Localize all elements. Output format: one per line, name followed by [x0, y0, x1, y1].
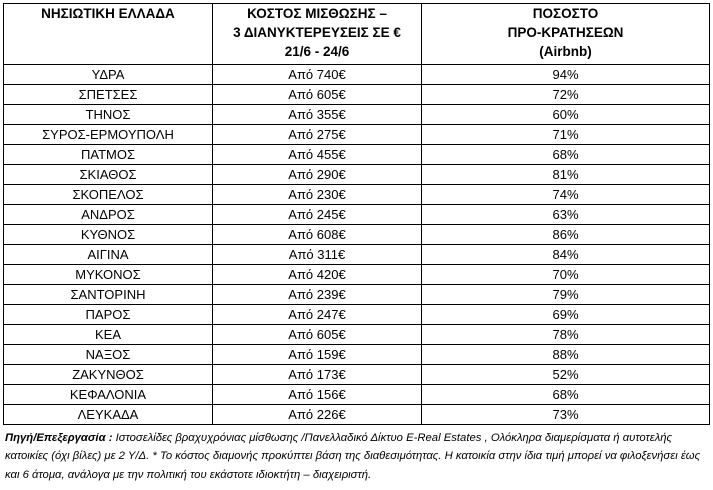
island-cell: ΚΕΑ — [4, 325, 213, 345]
cost-cell: Από 173€ — [213, 365, 422, 385]
island-cell: ΣΠΕΤΣΕΣ — [4, 85, 213, 105]
island-cell: ΑΙΓΙΝΑ — [4, 245, 213, 265]
header-cost — [213, 4, 422, 65]
table-row — [4, 285, 710, 305]
island-cell: ΖΑΚΥΝΘΟΣ — [4, 365, 213, 385]
table-row — [4, 185, 710, 205]
document — [3, 3, 709, 484]
cost-cell: Από 226€ — [213, 405, 422, 425]
percent-cell: 73% — [422, 405, 710, 425]
table-row — [4, 85, 710, 105]
table-header-row — [4, 4, 710, 65]
percent-cell: 70% — [422, 265, 710, 285]
island-cell: ΣΚΟΠΕΛΟΣ — [4, 185, 213, 205]
table-row — [4, 385, 710, 405]
table-row — [4, 165, 710, 185]
islands-table — [3, 3, 710, 425]
cost-cell: Από 740€ — [213, 65, 422, 85]
island-cell: ΝΑΞΟΣ — [4, 345, 213, 365]
cost-cell: Από 247€ — [213, 305, 422, 325]
island-cell: ΠΑΤΜΟΣ — [4, 145, 213, 165]
table-row — [4, 345, 710, 365]
percent-cell: 68% — [422, 385, 710, 405]
table-row — [4, 65, 710, 85]
table-row — [4, 405, 710, 425]
cost-cell: Από 156€ — [213, 385, 422, 405]
cost-cell: Από 608€ — [213, 225, 422, 245]
percent-cell: 60% — [422, 105, 710, 125]
source-note — [3, 429, 709, 484]
header-island — [4, 4, 213, 65]
cost-cell: Από 605€ — [213, 325, 422, 345]
island-cell: ΣΑΝΤΟΡΙΝΗ — [4, 285, 213, 305]
percent-cell: 71% — [422, 125, 710, 145]
island-cell: ΚΕΦΑΛΟΝΙΑ — [4, 385, 213, 405]
header-cost-line-1: ΚΟΣΤΟΣ ΜΙΣΘΩΣΗΣ – — [247, 6, 387, 21]
cost-cell: Από 455€ — [213, 145, 422, 165]
island-cell: ΑΝΔΡΟΣ — [4, 205, 213, 225]
cost-cell: Από 355€ — [213, 105, 422, 125]
percent-cell: 69% — [422, 305, 710, 325]
percent-cell: 72% — [422, 85, 710, 105]
cost-cell: Από 290€ — [213, 165, 422, 185]
percent-cell: 88% — [422, 345, 710, 365]
header-cost-line-2: 3 ΔΙΑΝΥΚΤΕΡΕΥΣΕΙΣ ΣΕ € — [233, 25, 401, 40]
percent-cell: 81% — [422, 165, 710, 185]
percent-cell: 52% — [422, 365, 710, 385]
table-row — [4, 365, 710, 385]
header-percent-line-3: (Airbnb) — [539, 44, 592, 59]
table-row — [4, 125, 710, 145]
island-cell: ΥΔΡΑ — [4, 65, 213, 85]
cost-cell: Από 159€ — [213, 345, 422, 365]
cost-cell: Από 275€ — [213, 125, 422, 145]
source-note-label: Πηγή/Επεξεργασία : — [5, 432, 113, 444]
cost-cell: Από 239€ — [213, 285, 422, 305]
percent-cell: 79% — [422, 285, 710, 305]
percent-cell: 78% — [422, 325, 710, 345]
percent-cell: 63% — [422, 205, 710, 225]
percent-cell: 84% — [422, 245, 710, 265]
island-cell: ΠΑΡΟΣ — [4, 305, 213, 325]
header-island-label: ΝΗΣΙΩΤΙΚΗ ΕΛΛΑΔΑ — [41, 6, 175, 21]
island-cell: ΣΚΙΑΘΟΣ — [4, 165, 213, 185]
source-note-text: Ιστοσελίδες βραχυχρόνιας μίσθωσης /Πανελλαδικό Δίκτυο E-Real Estates , Ολόκληρα διαμερίσματα ή αυτοτελής κατοικίες (όχι βίλες) με 2 Υ/Δ. * Το κόστος διαμονής προκύπτει βάση της διαθεσιμότητας. Η κατοικία στην ίδια τιμή μπορεί να φιλοξενήσει έως και 6 άτομα, ανάλογα με την πολιτική του εκάστοτε ιδιοκτήτη – διαχειριστή. — [5, 432, 701, 481]
percent-cell: 68% — [422, 145, 710, 165]
cost-cell: Από 230€ — [213, 185, 422, 205]
header-percent-line-2: ΠΡΟ-ΚΡΑΤΗΣΕΩΝ — [507, 25, 624, 40]
percent-cell: 86% — [422, 225, 710, 245]
table-row — [4, 305, 710, 325]
island-cell: ΜΥΚΟΝΟΣ — [4, 265, 213, 285]
percent-cell: 94% — [422, 65, 710, 85]
table-row — [4, 145, 710, 165]
table-row — [4, 205, 710, 225]
table-row — [4, 225, 710, 245]
table-row — [4, 245, 710, 265]
cost-cell: Από 311€ — [213, 245, 422, 265]
header-percent — [422, 4, 710, 65]
table-row — [4, 265, 710, 285]
island-cell: ΤΗΝΟΣ — [4, 105, 213, 125]
table-body — [4, 65, 710, 425]
cost-cell: Από 605€ — [213, 85, 422, 105]
island-cell: ΚΥΘΝΟΣ — [4, 225, 213, 245]
island-cell: ΣΥΡΟΣ-ΕΡΜΟΥΠΟΛΗ — [4, 125, 213, 145]
header-percent-line-1: ΠΟΣΟΣΤΟ — [532, 6, 599, 21]
header-cost-line-3: 21/6 - 24/6 — [284, 44, 350, 59]
cost-cell: Από 245€ — [213, 205, 422, 225]
table-row — [4, 105, 710, 125]
cost-cell: Από 420€ — [213, 265, 422, 285]
table-row — [4, 325, 710, 345]
island-cell: ΛΕΥΚΑΔΑ — [4, 405, 213, 425]
percent-cell: 74% — [422, 185, 710, 205]
